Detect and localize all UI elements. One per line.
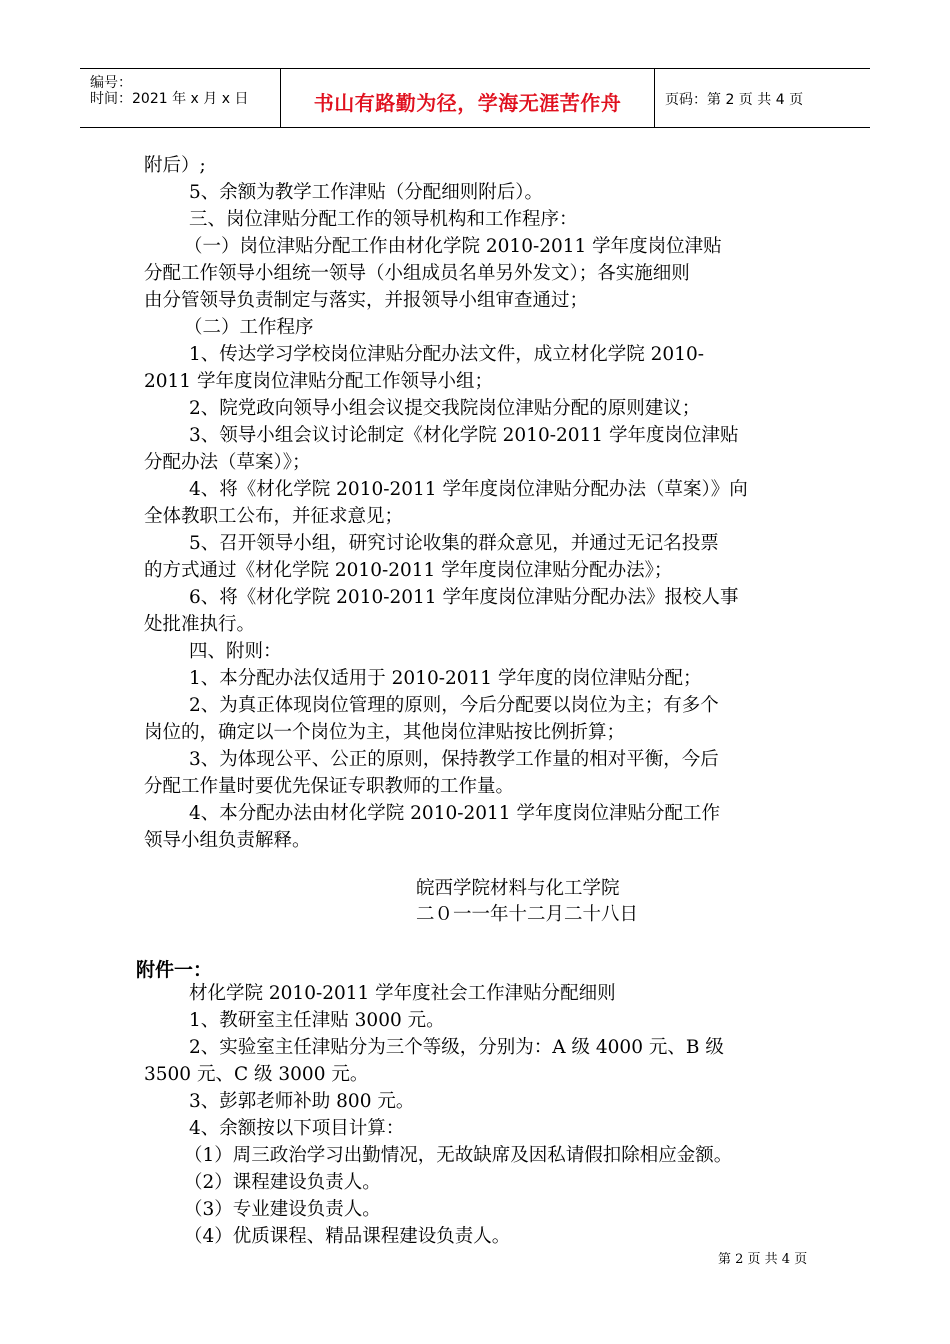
body-line: 5、余额为教学工作津贴（分配细则附后）。 xyxy=(189,182,544,203)
header-motto: 书山有路勤为径，学海无涯苦作舟 xyxy=(313,91,622,115)
body-line: （一）岗位津贴分配工作由材化学院 2010-2011 学年度岗位津贴 xyxy=(184,236,722,257)
body-line: 3、为体现公平、公正的原则，保持教学工作量的相对平衡，今后 xyxy=(189,749,719,770)
attachment-heading: 材化学院 2010-2011 学年度社会工作津贴分配细则 xyxy=(189,983,616,1004)
body-line: 3、领导小组会议讨论制定《材化学院 2010-2011 学年度岗位津贴 xyxy=(189,425,739,446)
body-line: 分配办法（草案）》； xyxy=(144,452,311,473)
body-line: 的方式通过《材化学院 2010-2011 学年度岗位津贴分配办法》； xyxy=(144,560,673,581)
header-time: 时间：2021 年 x 月 x 日 xyxy=(90,91,249,107)
attachment-line: 4、余额按以下项目计算： xyxy=(189,1118,405,1139)
body-line: 2011 学年度岗位津贴分配工作领导小组； xyxy=(144,371,493,392)
attachment-line: （1）周三政治学习出勤情况，无故缺席及因私请假扣除相应金额。 xyxy=(184,1145,733,1166)
attachment-title: 附件一： xyxy=(136,959,213,981)
body-line: 分配工作量时要优先保证专职教师的工作量。 xyxy=(144,776,515,797)
body-line: 4、本分配办法由材化学院 2010-2011 学年度岗位津贴分配工作 xyxy=(189,803,720,824)
header-meta xyxy=(80,69,281,127)
body-line: 岗位的，确定以一个岗位为主，其他岗位津贴按比例折算； xyxy=(144,722,626,743)
body-line: 领导小组负责解释。 xyxy=(144,830,311,851)
header-page-number: 页码：第 2 页 共 4 页 xyxy=(665,92,804,108)
body-line: 2、为真正体现岗位管理的原则，今后分配要以岗位为主；有多个 xyxy=(189,695,719,716)
body-line: 5、召开领导小组，研究讨论收集的群众意见，并通过无记名投票 xyxy=(189,533,719,554)
document-body xyxy=(144,152,810,854)
attachment-line: （2）课程建设负责人。 xyxy=(184,1172,381,1193)
body-line: 附后）; xyxy=(144,155,206,176)
body-line: 分配工作领导小组统一领导（小组成员名单另外发文）；各实施细则 xyxy=(144,263,690,284)
body-line: 6、将《材化学院 2010-2011 学年度岗位津贴分配办法》报校人事 xyxy=(189,587,739,608)
attachment-line: 2、实验室主任津贴分为三个等级，分别为：A 级 4000 元、B 级 xyxy=(189,1037,724,1058)
attachment-line: 1、教研室主任津贴 3000 元。 xyxy=(189,1010,445,1031)
signature-org: 皖西学院材料与化工学院 xyxy=(416,878,620,899)
attachment-body xyxy=(144,980,810,1250)
attachment-line: 3500 元、C 级 3000 元。 xyxy=(144,1064,369,1085)
body-line: 1、本分配办法仅适用于 2010-2011 学年度的岗位津贴分配； xyxy=(189,668,702,689)
section-heading: （二）工作程序 xyxy=(184,317,314,338)
section-heading: 四、附则： xyxy=(189,641,282,662)
attachment-line: （3）专业建设负责人。 xyxy=(184,1199,381,1220)
body-line: 1、传达学习学校岗位津贴分配办法文件，成立材化学院 2010- xyxy=(189,344,704,365)
header-motto-cell xyxy=(281,69,655,127)
attachment-line: 3、彭郭老师补助 800 元。 xyxy=(189,1091,415,1112)
body-line: 4、将《材化学院 2010-2011 学年度岗位津贴分配办法（草案）》向 xyxy=(189,479,748,500)
body-line: 2、院党政向领导小组会议提交我院岗位津贴分配的原则建议； xyxy=(189,398,701,419)
attachment-line: （4）优质课程、精品课程建设负责人。 xyxy=(184,1226,511,1247)
page-header xyxy=(80,68,870,128)
section-heading: 三、岗位津贴分配工作的领导机构和工作程序： xyxy=(189,209,578,230)
header-number: 编号： xyxy=(90,75,132,91)
body-line: 全体教职工公布，并征求意见； xyxy=(144,506,404,527)
body-line: 处批准执行。 xyxy=(144,614,256,635)
page-footer: 第 2 页 共 4 页 xyxy=(718,1252,808,1267)
body-line: 由分管领导负责制定与落实，并报领导小组审查通过； xyxy=(144,290,589,311)
signature-date: 二０一一年十二月二十八日 xyxy=(416,904,639,925)
header-page-cell xyxy=(655,69,870,127)
